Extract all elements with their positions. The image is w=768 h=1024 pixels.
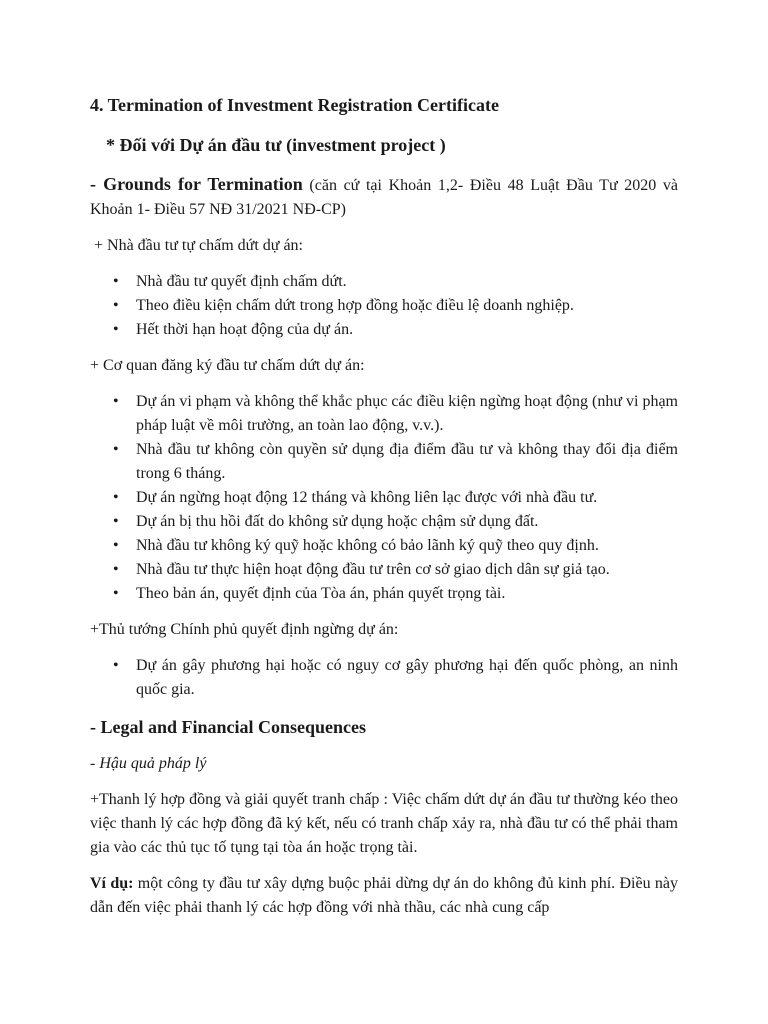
list-item (90, 486, 678, 510)
list-item-text: Dự án gây phương hại hoặc có nguy cơ gây phương hại đến quốc phòng, an ninh quốc gia. (136, 657, 678, 698)
list-item (90, 654, 678, 702)
example-paragraph (90, 872, 678, 920)
bullet-icon: • (113, 513, 119, 530)
bullet-icon: • (113, 441, 119, 458)
bullet-icon: • (113, 585, 119, 602)
contract-liquidation-paragraph: +Thanh lý hợp đồng và giải quyết tranh chấp : Việc chấm dứt dự án đầu tư thường kéo theo việc thanh lý các hợp đồng đã ký kết, nếu có tranh chấp xảy ra, nhà đầu tư có thể phải tham gia vào các thủ tục tố tụng tại tòa án hoặc trọng tài. (90, 791, 678, 856)
grounds-paragraph (90, 172, 678, 222)
bullet-icon: • (113, 561, 119, 578)
list-item-text: Theo bản án, quyết định của Tòa án, phán quyết trọng tài. (136, 585, 506, 602)
grounds-title: - Grounds for Termination (90, 174, 303, 194)
legal-consequences-subheading: - Hậu quả pháp lý (90, 755, 207, 772)
bullet-icon: • (113, 489, 119, 506)
list-item-text: Nhà đầu tư không ký quỹ hoặc không có bảo lãnh ký quỹ theo quy định. (136, 537, 599, 554)
legal-consequences-heading: - Legal and Financial Consequences (90, 717, 367, 737)
list-item (90, 534, 678, 558)
investor-self-termination-intro: + Nhà đầu tư tự chấm dứt dự án: (94, 237, 303, 254)
registration-agency-termination-intro: + Cơ quan đăng ký đầu tư chấm dứt dự án: (90, 357, 365, 374)
registration-agency-termination-list (90, 390, 678, 606)
example-text: một công ty đầu tư xây dựng buộc phải dừng dự án do không đủ kinh phí. Điều này dẫn đến việc phải thanh lý các hợp đồng với nhà thầu, các nhà cung cấp (90, 875, 678, 916)
list-item (90, 294, 678, 318)
list-item-text: Nhà đầu tư không còn quyền sử dụng địa điểm đầu tư và không thay đổi địa điểm trong 6 tháng. (136, 441, 678, 482)
bullet-icon: • (113, 657, 119, 674)
list-item-text: Dự án bị thu hồi đất do không sử dụng hoặc chậm sử dụng đất. (136, 513, 539, 530)
bullet-icon: • (113, 321, 119, 338)
list-item (90, 390, 678, 438)
list-item (90, 438, 678, 486)
list-item-text: Dự án vi phạm và không thể khắc phục các điều kiện ngừng hoạt động (như vi phạm pháp luật về môi trường, an toàn lao động, v.v.). (136, 393, 678, 434)
list-item-text: Nhà đầu tư quyết định chấm dứt. (136, 273, 347, 290)
bullet-icon: • (113, 273, 119, 290)
list-item-text: Hết thời hạn hoạt động của dự án. (136, 321, 354, 338)
list-item-text: Dự án ngừng hoạt động 12 tháng và không liên lạc được với nhà đầu tư. (136, 489, 598, 506)
example-label: Ví dụ: (90, 875, 134, 892)
investor-self-termination-list (90, 270, 678, 342)
section-heading: 4. Termination of Investment Registration Certificate (90, 95, 499, 115)
list-item (90, 558, 678, 582)
prime-minister-termination-list (90, 654, 678, 702)
list-item (90, 270, 678, 294)
list-item (90, 318, 678, 342)
list-item-text: Nhà đầu tư thực hiện hoạt động đầu tư trên cơ sở giao dịch dân sự giả tạo. (136, 561, 610, 578)
bullet-icon: • (113, 297, 119, 314)
list-item-text: Theo điều kiện chấm dứt trong hợp đồng hoặc điều lệ doanh nghiệp. (136, 297, 574, 314)
bullet-icon: • (113, 537, 119, 554)
list-item (90, 510, 678, 534)
investment-project-subheading: * Đối với Dự án đầu tư (investment project ) (106, 135, 446, 155)
list-item (90, 582, 678, 606)
bullet-icon: • (113, 393, 119, 410)
prime-minister-termination-intro: +Thủ tướng Chính phủ quyết định ngừng dự án: (90, 621, 399, 638)
document-page (90, 92, 678, 932)
grounds-citation: (căn cứ tại Khoản 1,2- Điều 48 Luật Đầu Tư 2020 và Khoản 1- Điều 57 NĐ 31/2021 NĐ-CP) (90, 177, 678, 218)
